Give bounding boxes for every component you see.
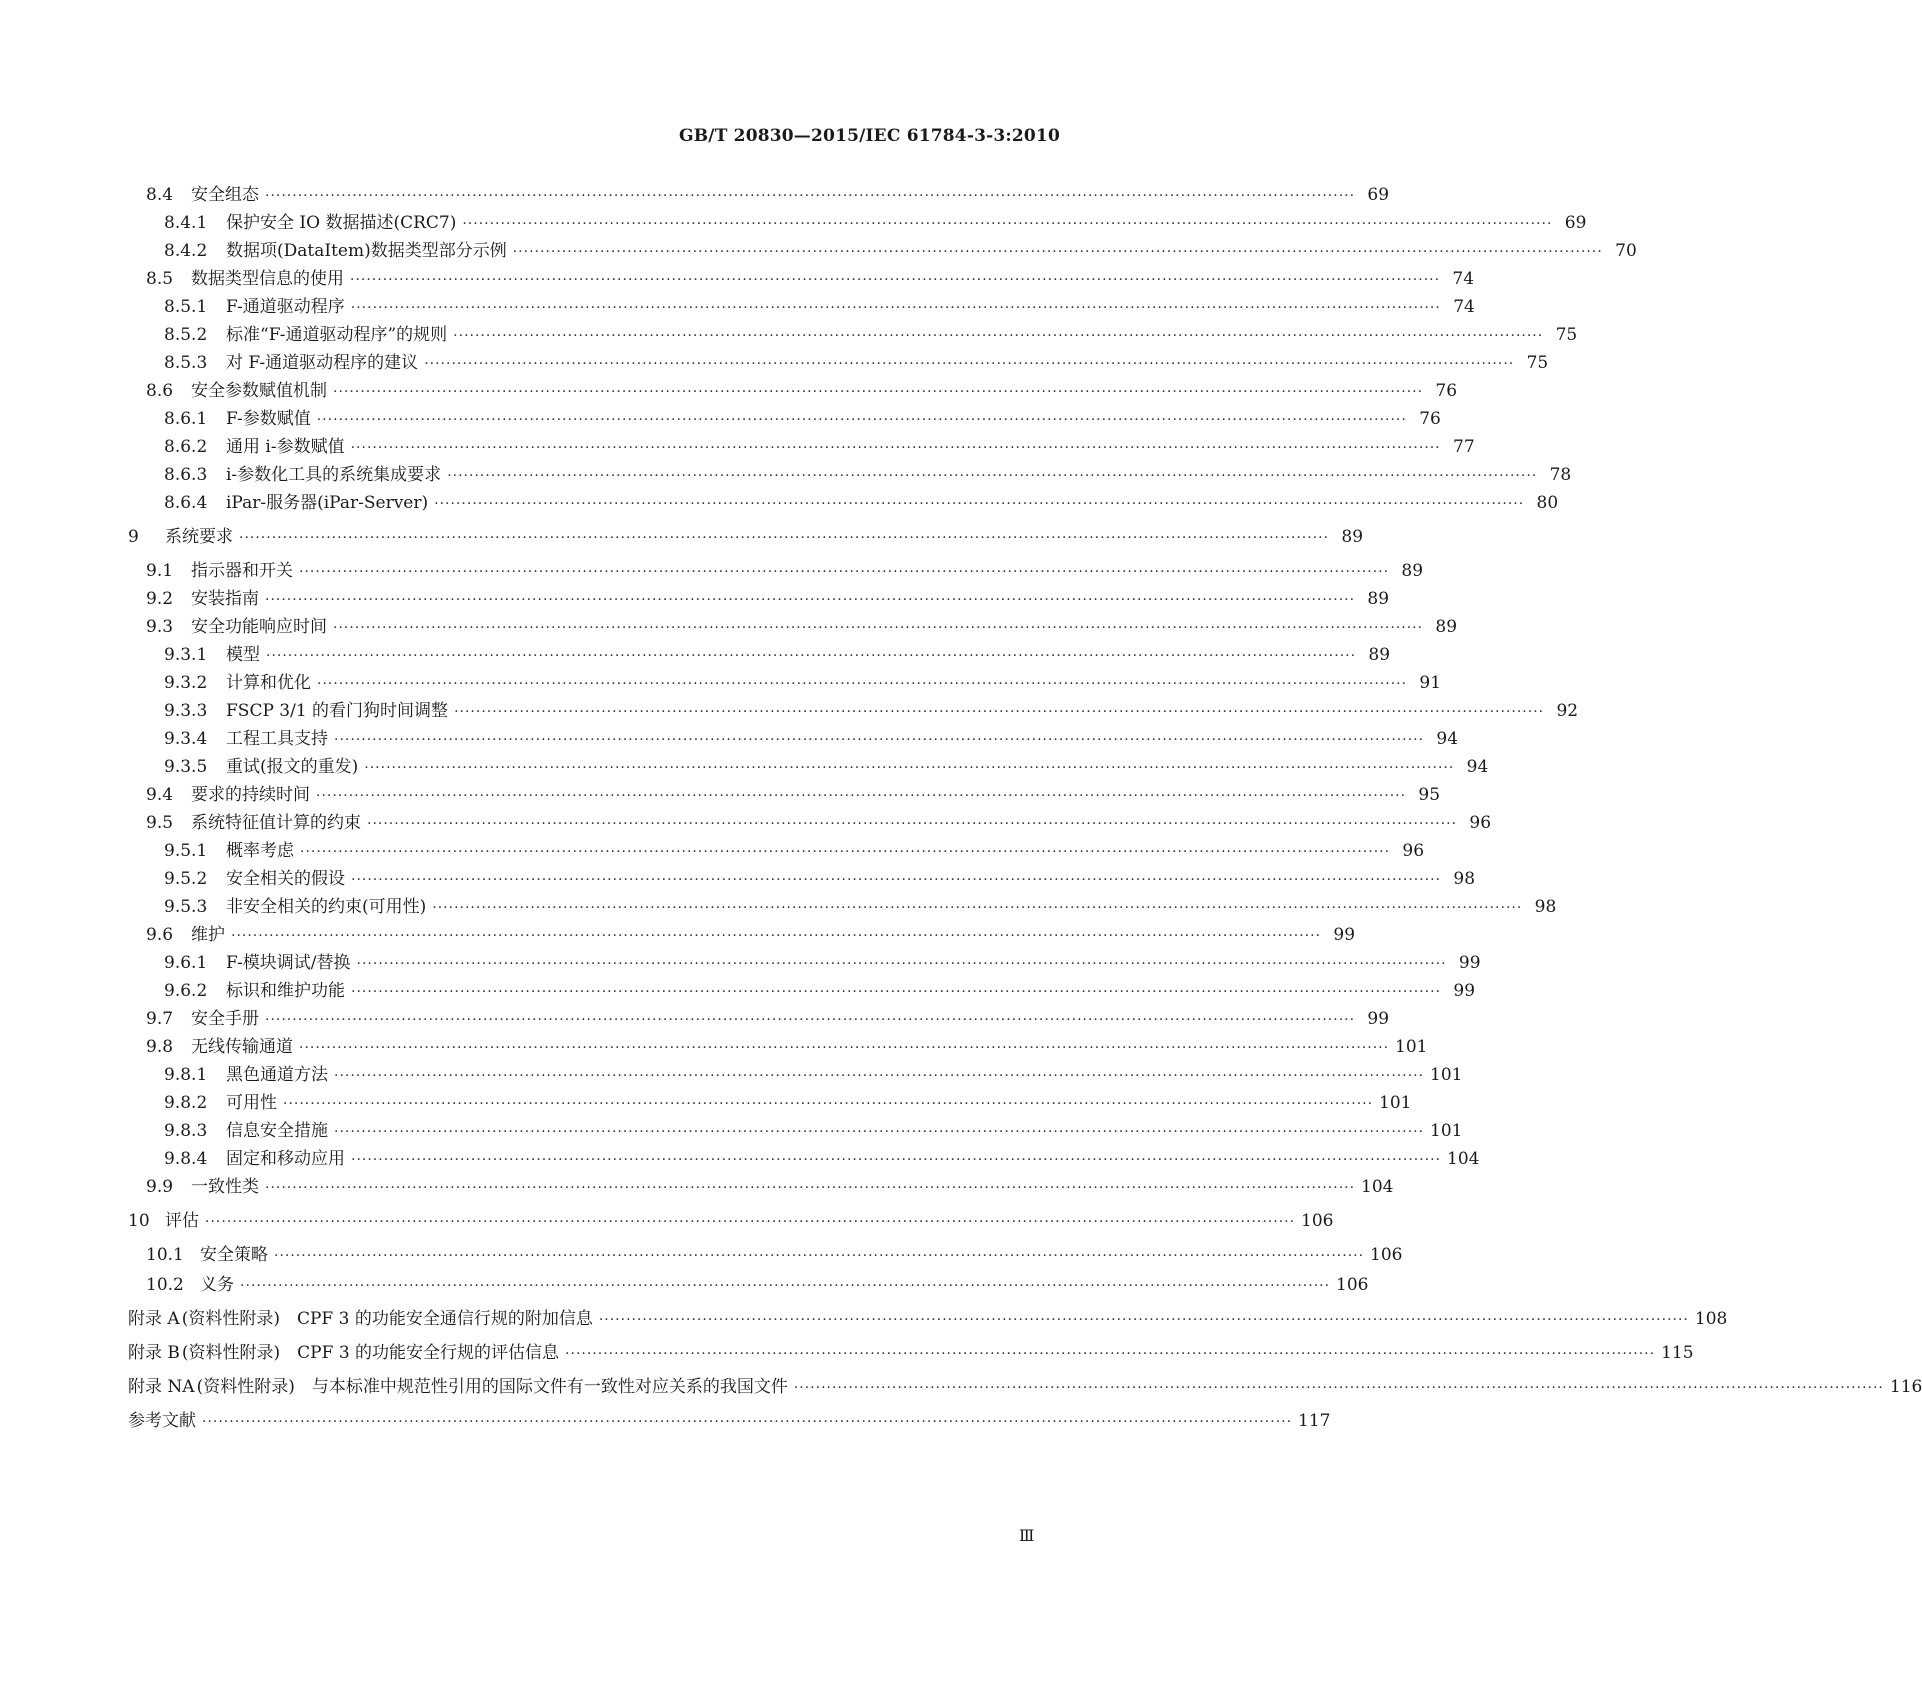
toc-entry-title: 计算和优化 xyxy=(226,673,311,693)
toc-leader-dots: ········································································································································································································ xyxy=(333,620,1424,636)
toc-entry[interactable] xyxy=(146,780,1441,806)
toc-entry-title: 安全策略 xyxy=(200,1245,268,1265)
toc-leader-dots: ········································································································································································································ xyxy=(274,1248,1365,1264)
toc-entry-page: 89 xyxy=(1367,589,1390,609)
toc-entry-page: 69 xyxy=(1367,185,1390,205)
toc-entry-title: 安装指南 xyxy=(191,589,259,609)
toc-entry-page: 99 xyxy=(1333,925,1356,945)
toc-entry-number: 9.3.2 xyxy=(164,673,208,693)
toc-entry[interactable] xyxy=(164,864,1476,890)
toc-leader-dots: ········································································································································································································ xyxy=(334,1124,1425,1140)
toc-entry-number: 8.6.3 xyxy=(164,465,208,485)
toc-leader-dots: ········································································································································································································ xyxy=(351,984,1442,1000)
toc-entry-title: 参考文献 xyxy=(128,1411,196,1431)
toc-entry[interactable] xyxy=(164,432,1475,458)
toc-entry-title: 系统特征值计算的约束 xyxy=(191,813,361,833)
toc-entry-number: 8.5.2 xyxy=(164,325,208,345)
toc-entry-title: 数据类型信息的使用 xyxy=(191,269,344,289)
toc-entry-page: 89 xyxy=(1401,561,1424,581)
toc-entry-page: 96 xyxy=(1402,841,1425,861)
toc-entry-number: 9.3.4 xyxy=(164,729,208,749)
toc-entry-number: 9.5.1 xyxy=(164,841,208,861)
toc-leader-dots: ········································································································································································································ xyxy=(299,1040,1390,1056)
toc-entry-title: (资料性附录) CPF 3 的功能安全通信行规的附加信息 xyxy=(181,1309,593,1329)
toc-entry-page: 106 xyxy=(1370,1245,1403,1265)
toc-entry-page: 95 xyxy=(1418,785,1441,805)
toc-leader-dots: ········································································································································································································ xyxy=(334,732,1425,748)
toc-leader-dots: ········································································································································································································ xyxy=(265,1180,1356,1196)
toc-entry-number: 9.8.2 xyxy=(164,1093,208,1113)
toc-entry[interactable] xyxy=(164,320,1578,346)
toc-entry-page: 89 xyxy=(1435,617,1458,637)
toc-leader-dots: ········································································································································································································ xyxy=(265,188,1356,204)
toc-leader-dots: ········································································································································································································ xyxy=(316,412,1407,428)
toc-entry-title: F-参数赋值 xyxy=(226,409,311,429)
toc-entry-number: 附录 B xyxy=(128,1343,180,1363)
toc-entry-title: F-模块调试/替换 xyxy=(226,953,351,973)
toc-entry-title: FSCP 3/1 的看门狗时间调整 xyxy=(226,701,449,721)
toc-entry[interactable] xyxy=(164,948,1481,974)
toc-entry-page: 108 xyxy=(1694,1309,1728,1329)
toc-entry[interactable] xyxy=(164,1088,1412,1114)
toc-entry[interactable] xyxy=(128,1406,1331,1432)
toc-entry[interactable] xyxy=(128,1304,1728,1330)
toc-entry-number: 9.6 xyxy=(146,925,174,945)
toc-entry-page: 98 xyxy=(1453,869,1476,889)
toc-entry-title: 安全相关的假设 xyxy=(226,869,345,889)
toc-entry-page: 101 xyxy=(1395,1037,1428,1057)
document-header: GB/T 20830—2015/IEC 61784-3-3:2010 xyxy=(679,126,1060,146)
toc-leader-dots: ········································································································································································································ xyxy=(434,496,1525,512)
toc-entry-number: 9.6.1 xyxy=(164,953,208,973)
toc-entry-title: 固定和移动应用 xyxy=(226,1149,345,1169)
toc-entry-page: 116 xyxy=(1889,1377,1922,1397)
toc-leader-dots: ········································································································································································································ xyxy=(462,216,1553,232)
toc-entry-page: 106 xyxy=(1336,1275,1369,1295)
toc-entry-page: 99 xyxy=(1367,1009,1390,1029)
toc-entry[interactable] xyxy=(164,1116,1463,1142)
toc-entry-title: 重试(报文的重发) xyxy=(226,757,359,777)
toc-entry[interactable] xyxy=(164,236,1637,262)
toc-leader-dots: ········································································································································································································ xyxy=(453,328,1544,344)
toc-entry-page: 104 xyxy=(1361,1177,1394,1197)
toc-entry-title: 评估 xyxy=(165,1211,199,1231)
toc-entry-page: 91 xyxy=(1419,673,1442,693)
toc-entry-title: 黑色通道方法 xyxy=(226,1065,328,1085)
toc-entry-number: 附录 NA xyxy=(128,1377,195,1397)
toc-entry-page: 96 xyxy=(1469,813,1492,833)
toc-entry-number: 10 xyxy=(128,1211,150,1231)
toc-entry[interactable] xyxy=(164,1060,1463,1086)
toc-entry-title: iPar-服务器(iPar-Server) xyxy=(226,493,429,513)
toc-entry[interactable] xyxy=(146,920,1356,946)
toc-leader-dots: ········································································································································································································ xyxy=(350,440,1441,456)
toc-entry-page: 77 xyxy=(1453,437,1475,457)
toc-entry-title: 非安全相关的约束(可用性) xyxy=(226,897,427,917)
toc-entry-title: 义务 xyxy=(200,1275,234,1295)
toc-entry[interactable] xyxy=(164,488,1559,514)
toc-entry-page: 80 xyxy=(1536,493,1559,513)
toc-leader-dots: ········································································································································································································ xyxy=(350,300,1441,316)
toc-entry-title: 通用 i-参数赋值 xyxy=(226,437,345,457)
toc-entry[interactable] xyxy=(164,724,1459,750)
toc-entry-number: 8.6.4 xyxy=(164,493,208,513)
toc-entry-number: 9 xyxy=(128,527,139,547)
toc-entry-title: 标识和维护功能 xyxy=(226,981,345,1001)
toc-entry-title: 系统要求 xyxy=(165,527,233,547)
toc-leader-dots: ········································································································································································································ xyxy=(265,1012,1356,1028)
toc-entry-number: 附录 A xyxy=(128,1309,180,1329)
toc-entry[interactable] xyxy=(164,460,1572,486)
toc-entry[interactable] xyxy=(146,808,1492,834)
toc-entry[interactable] xyxy=(128,522,1364,548)
toc-entry[interactable] xyxy=(146,584,1390,610)
toc-entry-number: 9.5 xyxy=(146,813,174,833)
toc-leader-dots: ········································································································································································································ xyxy=(350,272,1441,288)
toc-entry-page: 76 xyxy=(1435,381,1458,401)
toc-entry-number: 8.5.3 xyxy=(164,353,208,373)
toc-entry[interactable] xyxy=(164,292,1475,318)
toc-entry[interactable] xyxy=(164,404,1441,430)
toc-entry[interactable] xyxy=(146,1270,1369,1296)
toc-entry-number: 9.4 xyxy=(146,785,174,805)
toc-entry-number: 9.8.1 xyxy=(164,1065,208,1085)
toc-entry-number: 10.1 xyxy=(146,1245,184,1265)
toc-entry[interactable] xyxy=(146,1240,1403,1266)
toc-entry[interactable] xyxy=(164,640,1391,666)
toc-entry-page: 117 xyxy=(1298,1411,1331,1431)
toc-leader-dots: ········································································································································································································ xyxy=(202,1414,1293,1430)
toc-entry-page: 104 xyxy=(1447,1149,1480,1169)
toc-entry[interactable] xyxy=(164,892,1557,918)
toc-entry-page: 74 xyxy=(1452,269,1475,289)
toc-entry-page: 75 xyxy=(1555,325,1578,345)
toc-entry-page: 101 xyxy=(1430,1121,1463,1141)
toc-entry[interactable] xyxy=(164,836,1425,862)
toc-entry[interactable] xyxy=(146,180,1390,206)
toc-entry[interactable] xyxy=(146,1004,1390,1030)
toc-leader-dots: ········································································································································································································ xyxy=(356,956,1447,972)
toc-entry-page: 69 xyxy=(1564,213,1587,233)
toc-leader-dots: ········································································································································································································ xyxy=(364,760,1455,776)
toc-entry-title: 可用性 xyxy=(226,1093,277,1113)
toc-leader-dots: ········································································································································································································ xyxy=(299,564,1390,580)
toc-entry-title: F-通道驱动程序 xyxy=(226,297,345,317)
toc-entry-number: 8.6.1 xyxy=(164,409,208,429)
toc-entry-page: 106 xyxy=(1301,1211,1334,1231)
toc-entry[interactable] xyxy=(164,348,1549,374)
toc-leader-dots: ········································································································································································································ xyxy=(300,844,1391,860)
toc-entry-page: 98 xyxy=(1534,897,1557,917)
toc-entry[interactable] xyxy=(164,668,1442,694)
toc-entry-page: 94 xyxy=(1436,729,1459,749)
toc-entry[interactable] xyxy=(164,1144,1480,1170)
toc-leader-dots: ········································································································································································································ xyxy=(333,384,1424,400)
toc-entry-title: 安全组态 xyxy=(191,185,259,205)
toc-entry-page: 94 xyxy=(1466,757,1489,777)
toc-entry-number: 9.3.5 xyxy=(164,757,208,777)
toc-leader-dots: ········································································································································································································ xyxy=(334,1068,1425,1084)
toc-entry[interactable] xyxy=(146,264,1475,290)
toc-entry-page: 75 xyxy=(1526,353,1549,373)
toc-entry-page: 115 xyxy=(1661,1343,1694,1363)
toc-entry-title: 安全参数赋值机制 xyxy=(191,381,327,401)
toc-entry-title: 对 F-通道驱动程序的建议 xyxy=(226,353,419,373)
toc-entry-number: 9.8.3 xyxy=(164,1121,208,1141)
toc-leader-dots: ········································································································································································································ xyxy=(316,788,1407,804)
toc-entry[interactable] xyxy=(164,208,1587,234)
toc-entry[interactable] xyxy=(164,696,1579,722)
toc-leader-dots: ········································································································································································································ xyxy=(240,1278,1331,1294)
toc-entry-title: 工程工具支持 xyxy=(226,729,328,749)
toc-entry[interactable] xyxy=(128,1372,1922,1398)
toc-entry-title: 指示器和开关 xyxy=(191,561,293,581)
toc-entry-title: 一致性类 xyxy=(191,1177,259,1197)
toc-entry-number: 10.2 xyxy=(146,1275,184,1295)
toc-entry[interactable] xyxy=(146,376,1458,402)
toc-leader-dots: ········································································································································································································ xyxy=(512,244,1603,260)
toc-entry-title: (资料性附录) 与本标准中规范性引用的国际文件有一致性对应关系的我国文件 xyxy=(196,1377,788,1397)
toc-leader-dots: ········································································································································································································ xyxy=(565,1346,1656,1362)
toc-leader-dots: ········································································································································································································ xyxy=(367,816,1458,832)
toc-entry-page: 76 xyxy=(1419,409,1441,429)
toc-entry-title: 安全功能响应时间 xyxy=(191,617,327,637)
toc-leader-dots: ········································································································································································································ xyxy=(447,468,1538,484)
toc-entry-number: 9.8 xyxy=(146,1037,174,1057)
toc-entry-number: 9.3.3 xyxy=(164,701,208,721)
toc-entry-page: 99 xyxy=(1458,953,1481,973)
toc-leader-dots: ········································································································································································································ xyxy=(793,1380,1884,1396)
toc-entry-page: 78 xyxy=(1549,465,1572,485)
toc-leader-dots: ········································································································································································································ xyxy=(283,1096,1374,1112)
toc-entry-title: 无线传输通道 xyxy=(191,1037,293,1057)
toc-entry-title: 信息安全措施 xyxy=(226,1121,328,1141)
toc-entry-page: 74 xyxy=(1453,297,1475,317)
toc-entry-number: 9.9 xyxy=(146,1177,174,1197)
toc-entry-number: 8.4.2 xyxy=(164,241,208,261)
toc-leader-dots: ········································································································································································································ xyxy=(205,1214,1296,1230)
toc-leader-dots: ········································································································································································································ xyxy=(351,1152,1442,1168)
toc-entry-number: 9.5.2 xyxy=(164,869,208,889)
toc-entry-title: 要求的持续时间 xyxy=(191,785,310,805)
toc-leader-dots: ········································································································································································································ xyxy=(351,872,1442,888)
toc-entry[interactable] xyxy=(146,612,1458,638)
toc-entry-page: 89 xyxy=(1368,645,1391,665)
toc-leader-dots: ········································································································································································································ xyxy=(432,900,1523,916)
page-number: Ⅲ xyxy=(1019,1526,1035,1545)
toc-entry-number: 8.5 xyxy=(146,269,174,289)
toc-entry-number: 8.6 xyxy=(146,381,174,401)
toc-entry-number: 9.5.3 xyxy=(164,897,208,917)
toc-leader-dots: ········································································································································································································ xyxy=(598,1312,1689,1328)
toc-leader-dots: ········································································································································································································ xyxy=(317,676,1408,692)
toc-entry-title: 保护安全 IO 数据描述(CRC7) xyxy=(226,213,457,233)
toc-leader-dots: ········································································································································································································ xyxy=(424,356,1515,372)
toc-entry[interactable] xyxy=(128,1206,1334,1232)
toc-entry-title: i-参数化工具的系统集成要求 xyxy=(226,465,442,485)
toc-entry-number: 9.3.1 xyxy=(164,645,208,665)
toc-entry-title: 数据项(DataItem)数据类型部分示例 xyxy=(226,241,507,261)
toc-entry[interactable] xyxy=(146,1032,1428,1058)
toc-leader-dots: ········································································································································································································ xyxy=(265,592,1356,608)
toc-entry-number: 9.6.2 xyxy=(164,981,208,1001)
toc-entry-number: 8.4.1 xyxy=(164,213,208,233)
toc-entry-title: 概率考虑 xyxy=(226,841,294,861)
toc-entry[interactable] xyxy=(146,1172,1394,1198)
toc-entry-page: 101 xyxy=(1379,1093,1412,1113)
toc-entry-number: 8.5.1 xyxy=(164,297,208,317)
toc-entry-number: 9.7 xyxy=(146,1009,174,1029)
toc-entry-page: 99 xyxy=(1453,981,1476,1001)
toc-entry-number: 8.4 xyxy=(146,185,174,205)
toc-leader-dots: ········································································································································································································ xyxy=(266,648,1357,664)
toc-entry-number: 8.6.2 xyxy=(164,437,208,457)
toc-entry-number: 9.1 xyxy=(146,561,174,581)
toc-entry[interactable] xyxy=(146,556,1424,582)
toc-entry-number: 9.3 xyxy=(146,617,174,637)
toc-entry-title: (资料性附录) CPF 3 的功能安全行规的评估信息 xyxy=(181,1343,560,1363)
toc-leader-dots: ········································································································································································································ xyxy=(239,530,1330,546)
toc-entry[interactable] xyxy=(164,752,1489,778)
toc-entry-title: 维护 xyxy=(191,925,225,945)
toc-entry-page: 89 xyxy=(1341,527,1364,547)
toc-entry[interactable] xyxy=(164,976,1476,1002)
toc-entry-page: 101 xyxy=(1430,1065,1463,1085)
toc-entry-title: 标准“F-通道驱动程序”的规则 xyxy=(226,325,448,345)
toc-entry-page: 70 xyxy=(1615,241,1637,261)
toc-leader-dots: ········································································································································································································ xyxy=(231,928,1322,944)
toc-entry-number: 9.8.4 xyxy=(164,1149,208,1169)
toc-leader-dots: ········································································································································································································ xyxy=(454,704,1545,720)
toc-entry-title: 安全手册 xyxy=(191,1009,259,1029)
toc-entry-number: 9.2 xyxy=(146,589,174,609)
toc-entry-title: 模型 xyxy=(226,645,260,665)
toc-entry-page: 92 xyxy=(1556,701,1579,721)
toc-entry[interactable] xyxy=(128,1338,1694,1364)
